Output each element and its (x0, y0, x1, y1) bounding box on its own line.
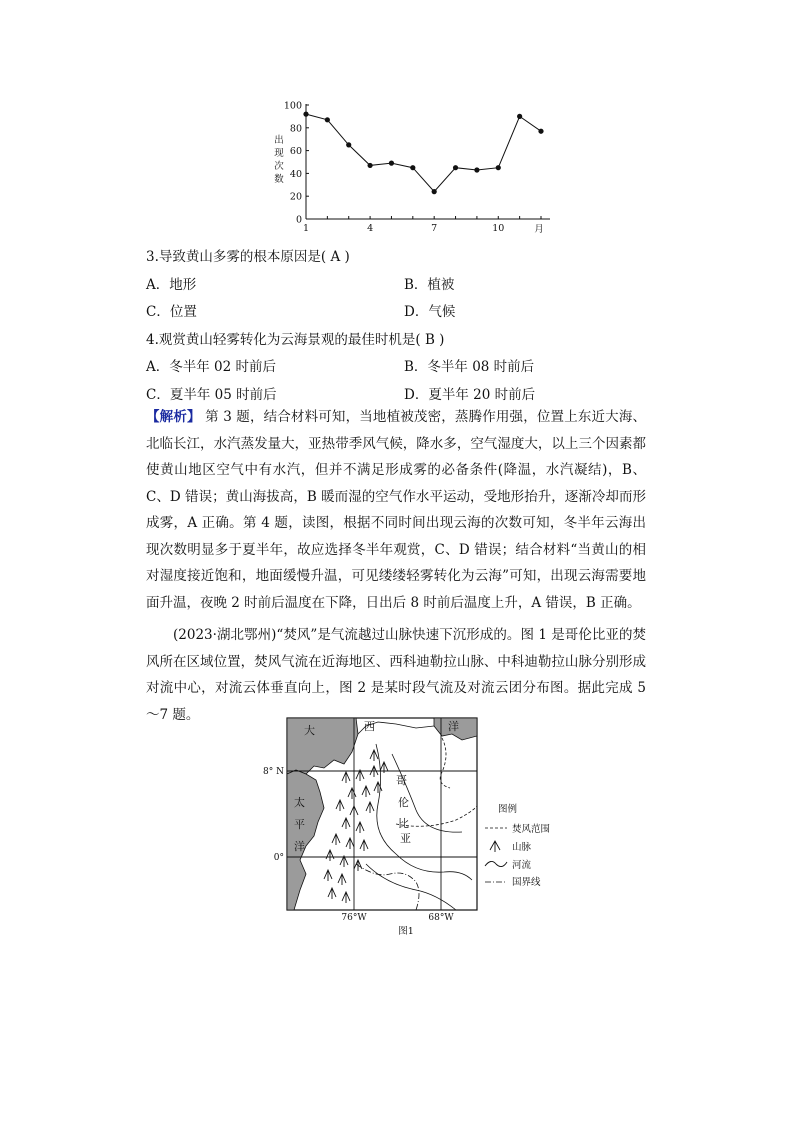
country-label-1: 哥 (396, 774, 407, 787)
series-line (306, 114, 541, 192)
data-point (474, 167, 479, 172)
x-tick-label: 4 (367, 223, 374, 234)
data-point (432, 189, 437, 194)
question-4-option-b: B．冬半年 08 时前后 (404, 359, 535, 375)
country-label-4: 亚 (400, 832, 411, 845)
y-tick-label: 40 (289, 168, 302, 180)
legend-mountain-symbol (490, 841, 500, 852)
y-tick-label: 100 (283, 100, 302, 112)
question-4-option-d: D．夏半年 20 时前后 (404, 387, 536, 403)
figure-caption: 图1 (398, 926, 414, 937)
x-unit-label: 月 (534, 224, 544, 235)
data-points (303, 112, 543, 195)
y-tick-label: 60 (289, 146, 302, 158)
data-point (367, 163, 372, 168)
country-label-2: 伦 (398, 796, 409, 809)
y-axis-label-char: 数 (274, 174, 284, 185)
data-point (325, 117, 330, 122)
y-axis-label-char: 次 (274, 161, 284, 172)
question-3-option-c: C．位置 (146, 304, 197, 320)
legend-foehn-label: 焚风范围 (512, 824, 551, 835)
question-4-option-a: A．冬半年 02 时前后 (146, 359, 277, 375)
data-point (303, 112, 308, 117)
fog-frequency-chart (265, 95, 565, 240)
ocean-label-pacific-3: 洋 (294, 840, 305, 853)
data-point (496, 165, 501, 170)
x-tick-label: 7 (431, 223, 438, 234)
map-legend (485, 803, 550, 888)
legend-border-label: 国界线 (512, 877, 541, 888)
y-ticks (284, 101, 309, 226)
data-point (389, 161, 394, 166)
x-tick-label: 1 (302, 223, 310, 234)
intro-paragraph: (2023·湖北鄂州)“焚风”是气流越过山脉快速下沉形成的。图 1 是哥伦比亚的焚风所在区域位置，焚风气流在近海地区、西科迪勒拉山脉、中科迪勒拉山脉分别形成对流中心，对流云体垂直向上，图 2 是某时段气流及对流云团分布图。据此完成 5～7 题。 (146, 627, 646, 723)
question-4-option-c: C．夏半年 05 时前后 (146, 387, 277, 403)
latitude-label-8n: 8° N (263, 767, 284, 777)
y-tick-label: 0 (295, 214, 302, 226)
data-point (453, 165, 458, 170)
analysis-paragraph (146, 404, 646, 616)
legend-title: 图例 (498, 804, 518, 815)
data-point (410, 165, 415, 170)
longitude-label-68w: 68°W (428, 913, 454, 923)
analysis-tag: 【解析】 (146, 409, 201, 425)
y-axis-label-char: 出 (274, 135, 284, 146)
question-3-option-d: D．气候 (404, 304, 456, 320)
y-axis-label-char: 现 (274, 148, 284, 159)
data-point (517, 114, 522, 119)
ocean-label-atlantic-2: 西 (364, 720, 375, 733)
colombia-map (263, 714, 596, 940)
x-tick-label: 10 (492, 223, 505, 234)
y-tick-label: 20 (289, 191, 302, 203)
legend-river-label: 河流 (512, 860, 532, 871)
question-3-option-b: B．植被 (404, 277, 455, 293)
legend-mountain-label: 山脉 (512, 842, 532, 853)
y-tick-label: 80 (289, 123, 302, 135)
ocean-label-atlantic-3: 洋 (448, 720, 459, 733)
y-axis-label (274, 134, 284, 185)
ocean-label-pacific-2: 平 (294, 818, 305, 831)
ocean-label-atlantic-1: 大 (304, 724, 315, 737)
legend-river-symbol (485, 861, 507, 866)
ocean-label-pacific-1: 太 (294, 796, 305, 809)
question-3-option-a: A．地形 (146, 277, 197, 293)
latitude-label-0: 0° (273, 853, 284, 863)
country-label-3: 比 (398, 817, 409, 830)
data-point (346, 142, 351, 147)
question-3-stem: 3.导致黄山多雾的根本原因是( A ) (146, 249, 350, 265)
question-4-stem: 4.观赏黄山轻雾转化为云海景观的最佳时机是( B ) (146, 332, 445, 348)
data-point (538, 129, 543, 134)
longitude-label-76w: 76°W (341, 913, 367, 923)
analysis-text: 第 3 题，结合材料可知，当地植被茂密，蒸腾作用强，位置上东近大海、北临长江，水汽蒸发量大，亚热带季风气候，降水多，空气湿度大，以上三个因素都使黄山地区空气中有水汽，但并不满足形成雾的必备条件(降温，水汽凝结)，B、C、D 错误；黄山海拔高，B 暖而湿的空气作水平运动，受地形抬升，逐渐冷却而形成雾，A 正确。第 4 题，读图，根据不同时间出现云海的次数可知，冬半年云海出现次数明显多于夏半年，故应选择冬半年观赏，C、D 错误；结合材料“当黄山的相对湿度接近饱和，地面缓慢升温，可见缕缕轻雾转化为云海”可知，出现云海需要地面升温，夜晚 2 时前后温度在下降，日出后 8 时前后温度上升，A 错误，B 正确。 (146, 409, 647, 611)
